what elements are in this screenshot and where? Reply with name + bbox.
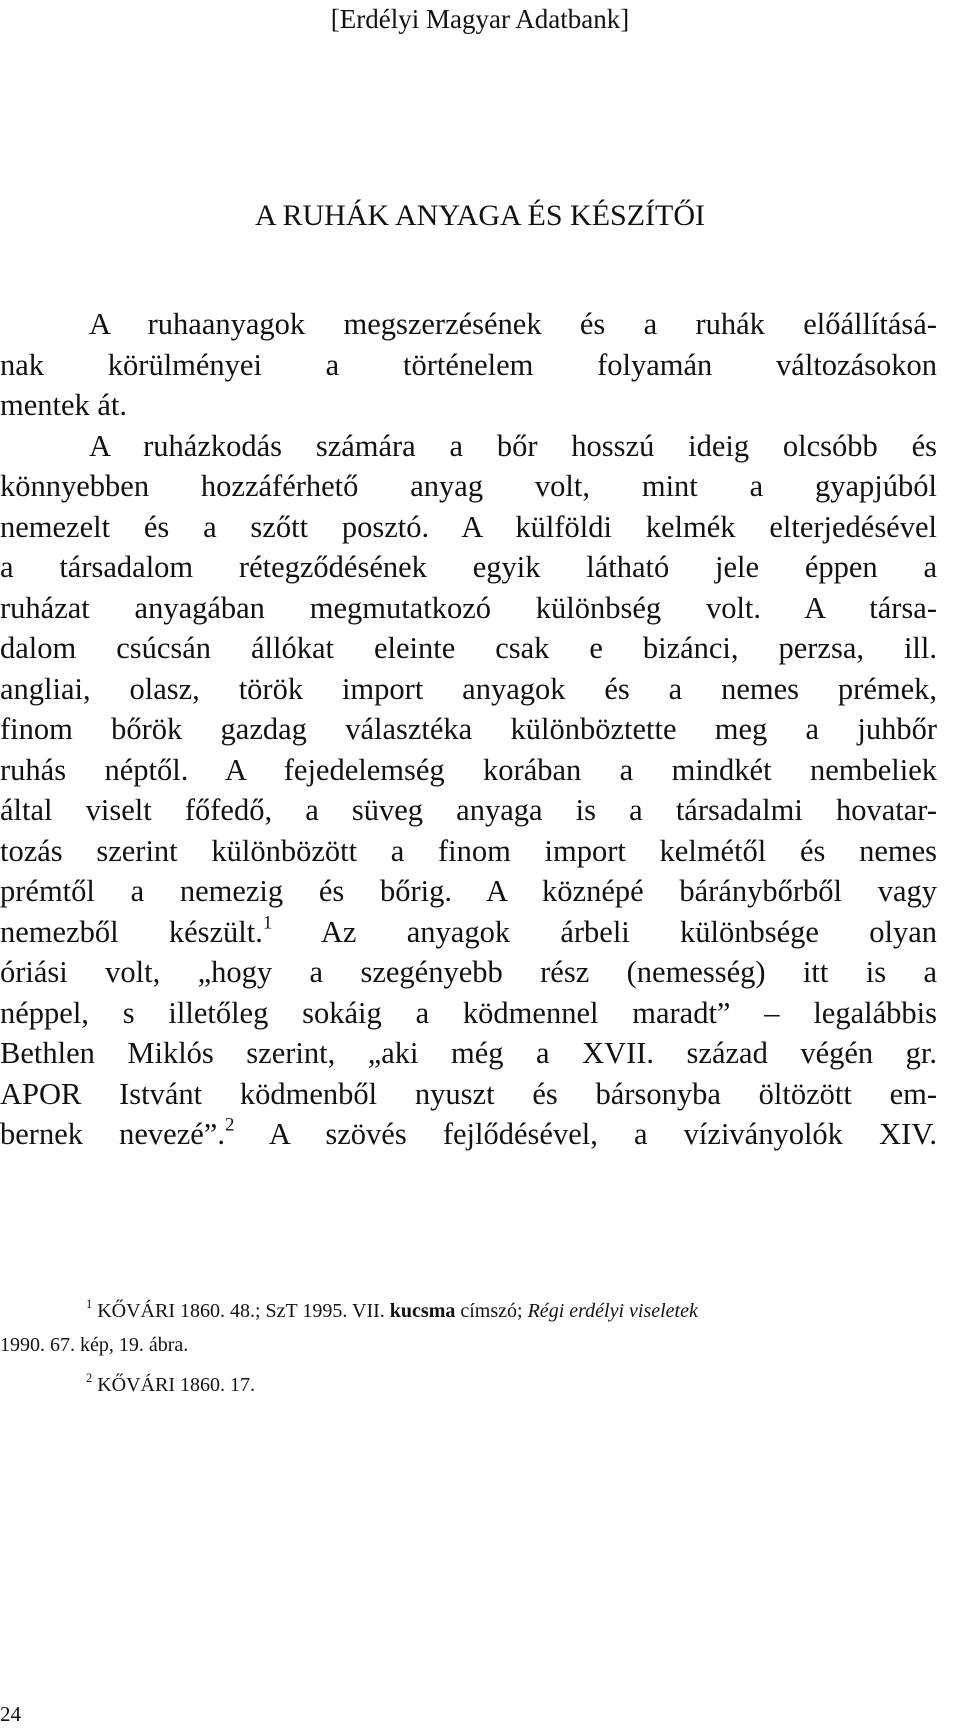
body-line: a társadalom rétegződésének egyik látható jele éppen a bbox=[0, 550, 937, 584]
body-text-segment: nemezből készült. bbox=[0, 915, 263, 949]
footnote-1-continued: 1990. 67. kép, 19. ábra. bbox=[0, 1334, 189, 1356]
footnote-headword: kucsma bbox=[389, 1300, 456, 1322]
body-line bbox=[0, 912, 937, 952]
body-line: óriási volt, „hogy a szegényebb rész (nemesség) itt is a bbox=[0, 955, 937, 989]
footnote-ref-2: 2 bbox=[224, 1114, 235, 1136]
body-line: nemezelt és a szőtt posztó. A külföldi kelmék elterjedésével bbox=[0, 510, 937, 544]
body-text-segment: bernek nevezé”. bbox=[0, 1117, 225, 1151]
footnote-title: Régi erdélyi viseletek bbox=[527, 1300, 698, 1322]
body-text-segment: Az anyagok árbeli különbsége olyan bbox=[272, 915, 937, 949]
body-line: finom bőrök gazdag választéka különböztette meg a juhbőr bbox=[0, 712, 937, 746]
body-line: könnyebben hozzáférhető anyag volt, mint a gyapjúból bbox=[0, 469, 937, 503]
site-header: [Erdélyi Magyar Adatbank] bbox=[330, 4, 630, 34]
page-number: 24 bbox=[0, 1702, 21, 1726]
chapter-title: A RUHÁK ANYAGA ÉS KÉSZÍTŐI bbox=[254, 199, 705, 232]
body-line: ruházat anyagában megmutatkozó különbség volt. A társa- bbox=[0, 591, 937, 625]
body-line: ruhás néptől. A fejedelemség korában a mindkét nembeliek bbox=[0, 753, 937, 787]
footnote-2 bbox=[86, 1371, 255, 1399]
footnote-number: 1 bbox=[86, 1297, 93, 1312]
body-line: által viselt főfedő, a süveg anyaga is a társadalmi hovatar- bbox=[0, 793, 937, 827]
body-text-segment: A szövés fejlődésével, a víziványolók XIV. bbox=[234, 1117, 937, 1151]
footnote-1 bbox=[86, 1297, 698, 1325]
body-line: néppel, s illetőleg sokáig a ködmennel maradt” – legalábbis bbox=[0, 996, 937, 1030]
body-line: A ruházkodás számára a bőr hosszú ideig olcsóbb és bbox=[89, 429, 937, 463]
body-line bbox=[0, 1114, 937, 1154]
body-line: APOR Istvánt ködmenből nyuszt és bársonyba öltözött em- bbox=[0, 1077, 937, 1111]
body-line: mentek át. bbox=[0, 388, 128, 422]
body-line: Bethlen Miklós szerint, „aki még a XVII. század végén gr. bbox=[0, 1036, 937, 1070]
body-line: nak körülményei a történelem folyamán változásokon bbox=[0, 348, 937, 382]
body-line: A ruhaanyagok megszerzésének és a ruhák előállításá- bbox=[89, 307, 937, 341]
footnote-text: KŐVÁRI 1860. 48.; SzT 1995. VII. bbox=[92, 1300, 390, 1322]
body-line: prémtől a nemezig és bőrig. A köznépé báránybőrből vagy bbox=[0, 874, 937, 908]
body-line: angliai, olasz, török import anyagok és a nemes prémek, bbox=[0, 672, 937, 706]
body-line: dalom csúcsán állókat eleinte csak e bizánci, perzsa, ill. bbox=[0, 631, 937, 665]
footnote-text: KŐVÁRI 1860. 17. bbox=[92, 1374, 255, 1396]
footnote-text: címszó; bbox=[455, 1300, 528, 1322]
footnote-ref-1: 1 bbox=[262, 912, 273, 934]
footnote-number: 2 bbox=[86, 1371, 93, 1386]
body-line: tozás szerint különbözött a finom import kelmétől és nemes bbox=[0, 834, 937, 868]
